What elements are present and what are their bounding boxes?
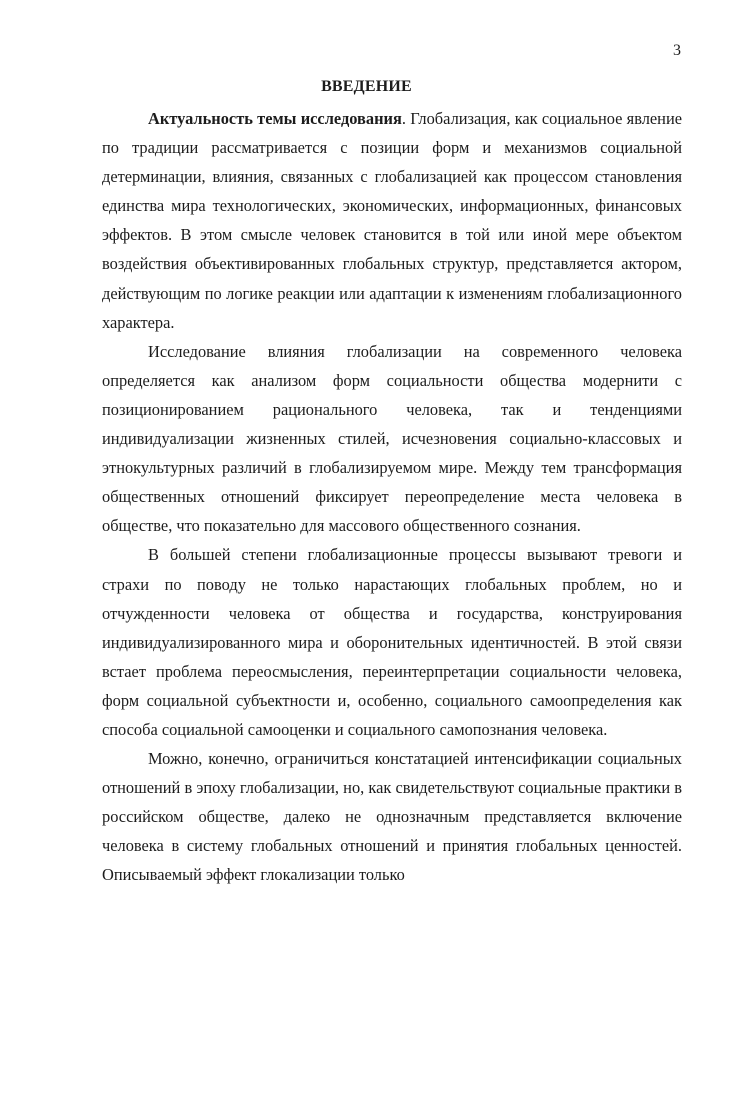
paragraph-1 [102, 104, 682, 337]
body-text [102, 104, 682, 890]
paragraph-4: Можно, конечно, ограничиться констатацией интенсификации социальных отношений в эпоху глобализации, но, как свидетельствуют социальные практики в российском обществе, далеко не однозначным представляется включение человека в систему глобальных отношений и принятия глобальных ценностей. Описываемый эффект глокализации только [102, 749, 682, 885]
paragraph-1-text: . Глобализация, как социальное явление по традиции рассматривается с позиции форм и механизмов социальной детерминации, влияния, связанных с глобализацией как процессом становления единства мира технологических, экономических, информационных, финансовых эффектов. В этом смысле человек становится в той или иной мере объектом воздействия объективированных глобальных структур, представляется актором, действующим по логике реакции или адаптации к изменениям глобализационного характера. [102, 109, 682, 332]
paragraph-2: Исследование влияния глобализации на современного человека определяется как анализом форм социальности общества модернити с позиционированием рационального человека, так и тенденциями индивидуализации жизненных стилей, исчезновения социально-классовых и этнокультурных различий в глобализируемом мире. Между тем трансформация общественных отношений фиксирует переопределение места человека в обществе, что показательно для массового общественного сознания. [102, 341, 682, 536]
paragraph-lead-phrase: Актуальность темы исследования [148, 109, 402, 128]
section-heading: ВВЕДЕНИЕ [321, 78, 412, 95]
page-number: 3 [673, 42, 681, 59]
paragraph-3: В большей степени глобализационные процессы вызывают тревоги и страхи по поводу не только нарастающих глобальных проблем, но и отчужденности человека от общества и государства, конструирования индивидуализированного мира и оборонительных идентичностей. В этой связи встает проблема переосмысления, переинтерпретации социальности человека, форм социальной субъектности и, особенно, социального самоопределения как способа социальной самооценки и социального самопознания человека. [102, 545, 682, 739]
